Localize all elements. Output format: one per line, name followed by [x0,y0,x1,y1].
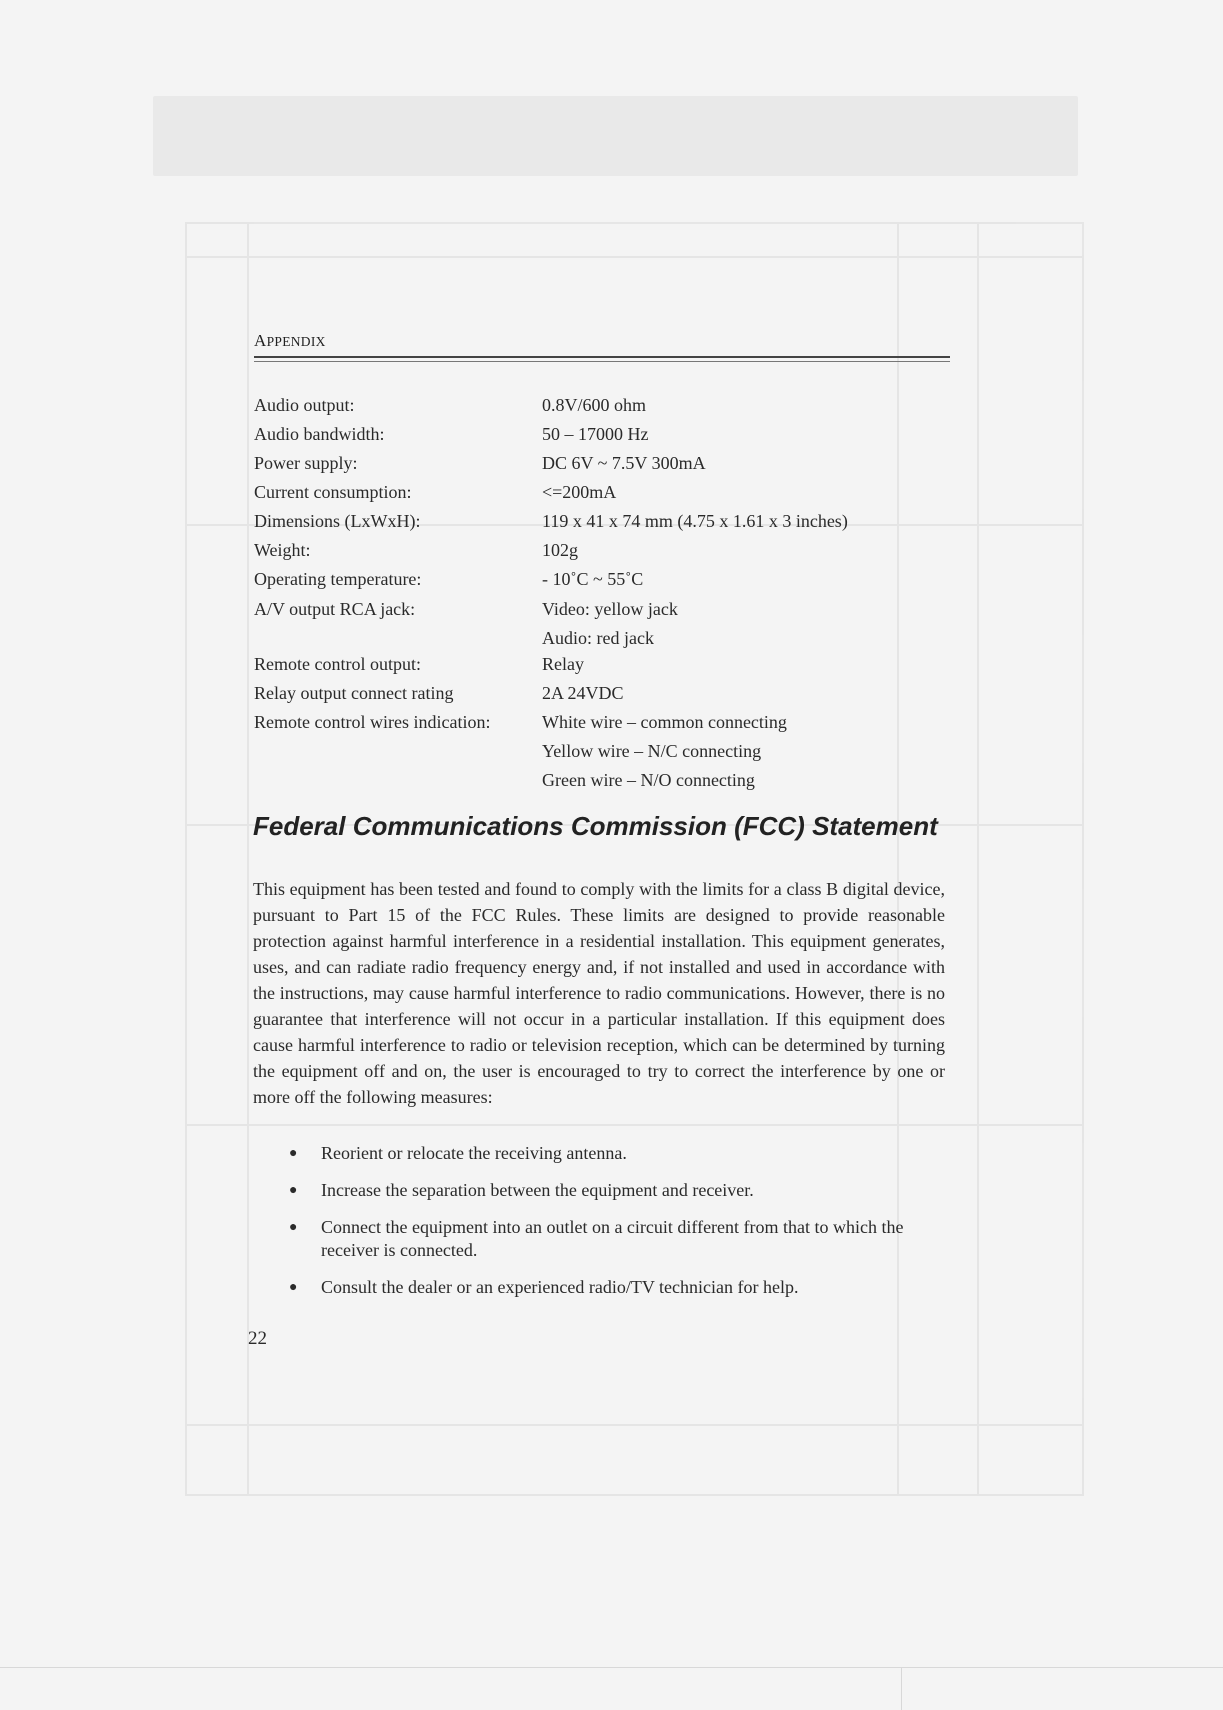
spec-label: Dimensions (LxWxH): [254,511,421,531]
spec-value: 50 – 17000 Hz [542,424,649,444]
spec-label: Audio output: [254,395,355,415]
spec-value: 102g [542,540,578,560]
fcc-measures-list [253,1142,953,1313]
fcc-measure-item [253,1276,961,1299]
fcc-measure-text: Reorient or relocate the receiving antenna. [321,1143,627,1163]
spec-value: - 10˚C ~ 55˚C [542,569,644,589]
spec-value: Yellow wire – N/C connecting [542,741,762,761]
fcc-measure-text: Consult the dealer or an experienced radio/TV technician for help. [321,1277,799,1297]
scan-edge-vertical [901,1667,902,1710]
spec-value: DC 6V ~ 7.5V 300mA [542,453,706,473]
bullet-icon: ● [289,1146,298,1161]
bullet-icon: ● [289,1183,298,1198]
section-header-rest: PPENDIX [266,334,326,349]
header-rule-thin [254,361,950,362]
fcc-measure-item [253,1216,961,1262]
spec-value: 119 x 41 x 74 mm (4.75 x 1.61 x 3 inches) [542,511,848,531]
bullet-icon: ● [289,1220,298,1235]
spec-value: 2A 24VDC [542,683,624,703]
spec-value: <=200mA [542,482,617,502]
bullet-icon: ● [289,1280,298,1295]
spec-label: Remote control wires indication: [254,712,491,732]
fcc-measure-text: Connect the equipment into an outlet on a circuit different from that to which the receiver is connected. [321,1217,904,1260]
spec-label: Weight: [254,540,311,560]
spec-value: 0.8V/600 ohm [542,395,647,415]
section-header [254,331,326,351]
spec-value: White wire – common connecting [542,712,787,732]
page-number: 22 [248,1328,267,1349]
spec-value: Green wire – N/O connecting [542,770,755,790]
header-rule [254,356,950,358]
spec-label: Audio bandwidth: [254,424,385,444]
bleed-through-header [153,96,1078,176]
spec-value: Video: yellow jack [542,599,678,619]
fcc-measure-text: Increase the separation between the equipment and receiver. [321,1180,754,1200]
fcc-statement-title: Federal Communications Commission (FCC) Statement [253,811,938,841]
spec-label: Remote control output: [254,654,421,674]
spec-label: A/V output RCA jack: [254,599,416,619]
spec-label: Power supply: [254,453,358,473]
fcc-statement-body: This equipment has been tested and found to comply with the limits for a class B digital device, pursuant to Part 15 of the FCC Rules. These limits are designed to provide reasonable protection against harmful interference in a residential installation. This equipment generates, uses, and can radiate radio frequency energy and, if not installed and used in accordance with the instructions, may cause harmful interference to radio communications. However, there is no guarantee that interference will not occur in a particular installation. If this equipment does cause harmful interference to radio or television reception, which can be determined by turning the equipment off and on, the user is encouraged to try to correct the interference by one or more off the following measures: [253,879,945,1107]
spec-value: Audio: red jack [542,628,654,648]
spec-label: Relay output connect rating [254,683,454,703]
fcc-measure-item [253,1142,961,1165]
spec-value: Relay [542,654,584,674]
section-header-initial: A [254,331,267,350]
spec-label: Current consumption: [254,482,412,502]
fcc-measure-item [253,1179,961,1202]
spec-label: Operating temperature: [254,569,422,589]
scan-edge [0,1667,1223,1668]
